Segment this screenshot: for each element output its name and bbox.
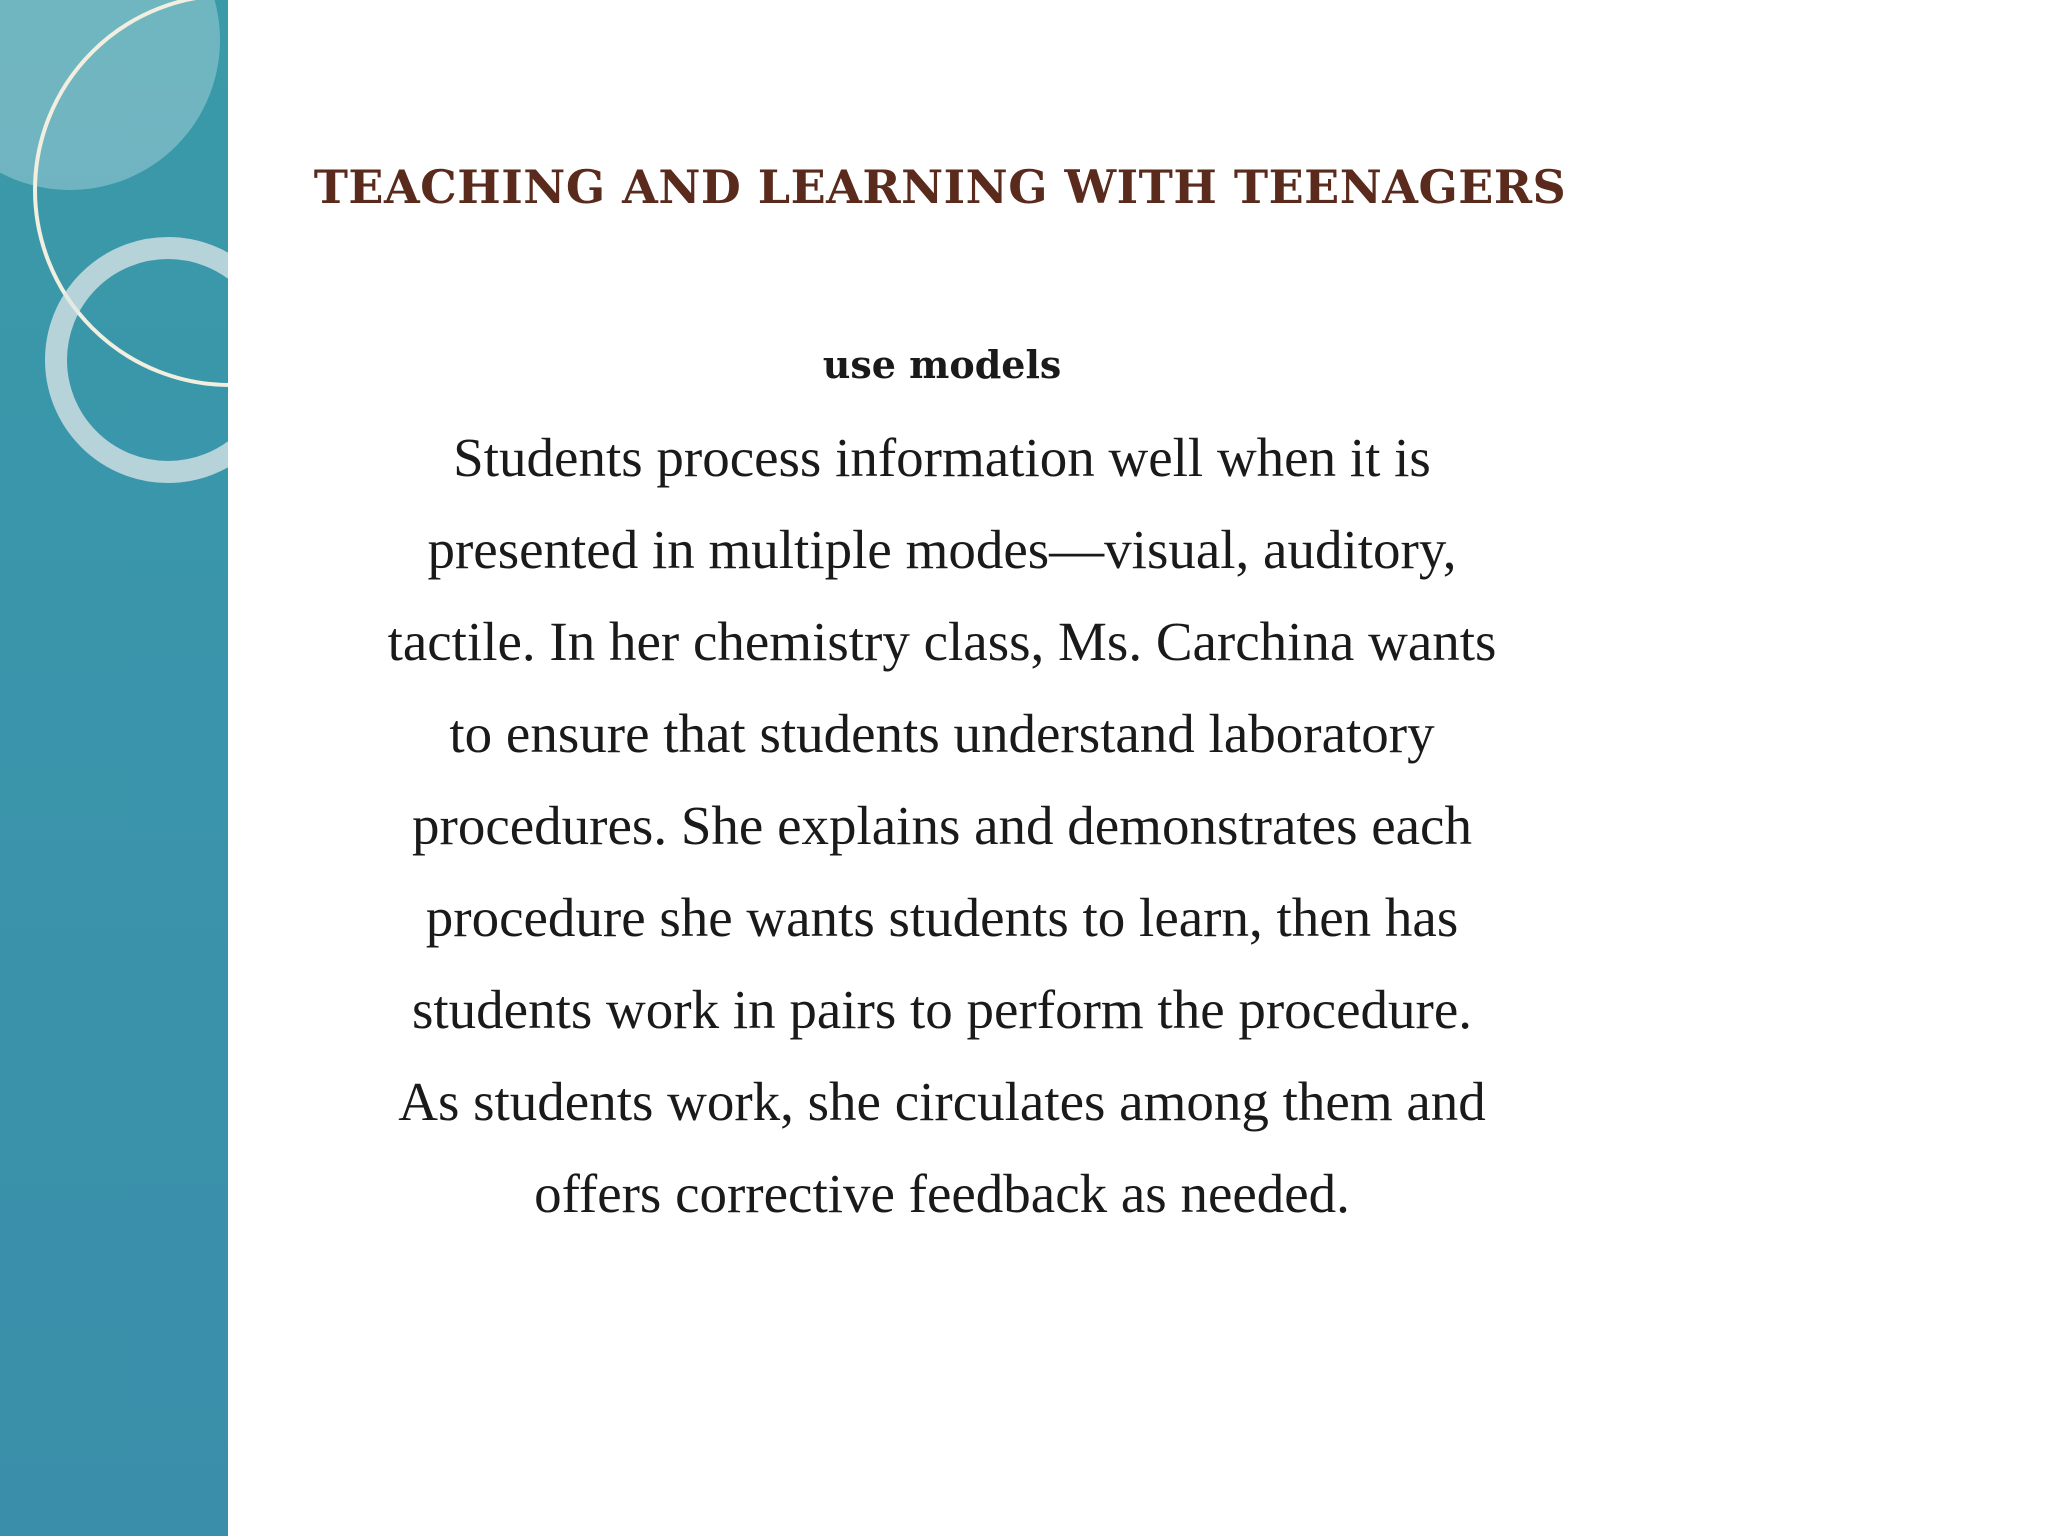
- decorative-circles-graphic: [0, 0, 228, 1536]
- slide-title: TEACHING AND LEARNING WITH TEENAGERS: [313, 160, 1567, 214]
- slide-body-text: Students process information well when it is presented in multiple modes—visual, auditory, tactile. In her chemistry class, Ms. Carchina wants to ensure that students understand laboratory procedures. She explains and demonstrates each procedure she wants students to learn, then has students work in pairs to perform the procedure. As students work, she circulates among them and offers corrective feedback as needed.: [387, 427, 1497, 1224]
- slide-subtitle: use models: [822, 342, 1062, 387]
- decorative-side-band: [0, 0, 228, 1536]
